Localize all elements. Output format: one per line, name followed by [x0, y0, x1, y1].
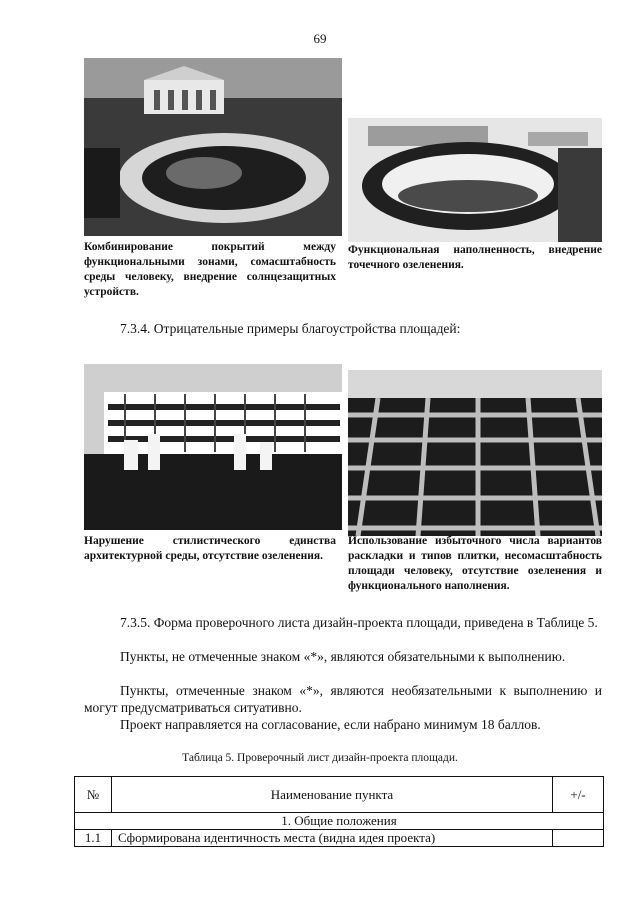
- row-mark: [553, 830, 604, 847]
- header-mark: +/-: [553, 777, 604, 813]
- checklist-table: [74, 776, 604, 847]
- photo-square-ring: [348, 118, 602, 242]
- photo-tiled-square: [348, 370, 602, 536]
- header-number: №: [75, 777, 112, 813]
- photo-caption-2: Функциональная наполненность, внедрение точечного озеленения.: [348, 244, 602, 271]
- table-title: Таблица 5. Проверочный лист дизайн-проекта площади.: [182, 752, 458, 764]
- photo-square-overview: [84, 58, 342, 236]
- table-row: [75, 830, 604, 847]
- header-item-name: Наименование пункта: [112, 777, 553, 813]
- photo-caption-4: Использование избыточного числа вариантов раскладки и типов плитки, несомасштабность площади человеку, отсутствие озеленения и функционального наполнения.: [348, 535, 602, 592]
- section-heading: 7.3.4. Отрицательные примеры благоустройства площадей:: [120, 321, 461, 336]
- table-section-row: [75, 813, 604, 830]
- section-title: 1. Общие положения: [75, 813, 604, 830]
- page-number: 69: [313, 31, 327, 46]
- photo-caption-1: Комбинирование покрытий между функциональными зонами, сомасштабность среды человеку, внедрение солнцезащитных устройств.: [84, 241, 336, 298]
- paragraph-form: 7.3.5. Форма проверочного листа дизайн-проекта площади, приведена в Таблице 5.: [120, 615, 598, 630]
- row-name: Сформирована идентичность места (видна идея проекта): [112, 830, 553, 847]
- photo-caption-3: Нарушение стилистического единства архитектурной среды, отсутствие озеленения.: [84, 535, 336, 562]
- row-number: 1.1: [75, 830, 112, 847]
- paragraph-mandatory: Пункты, не отмеченные знаком «*», являются обязательными к выполнению.: [120, 649, 566, 664]
- table-header-row: [75, 777, 604, 813]
- photo-building-fountains: [84, 364, 342, 530]
- paragraph-optional: Пункты, отмеченные знаком «*», являются необязательными к выполнению и могут предусматриваться ситуативно.: [84, 683, 602, 715]
- paragraph-approval: Проект направляется на согласование, если набрано минимум 18 баллов.: [120, 717, 541, 732]
